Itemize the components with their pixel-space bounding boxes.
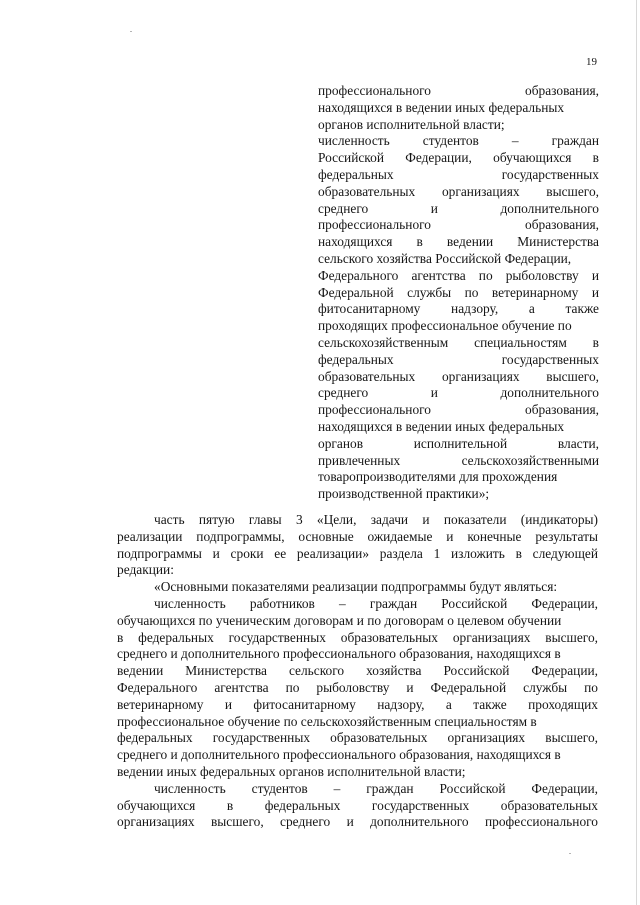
text-line: численность студентов – граждан xyxy=(318,133,599,149)
scan-speck xyxy=(130,31,132,32)
text-line: федеральных государственных образовательных организациях высшего, xyxy=(117,730,598,746)
text-line: подпрограммы и сроки ее реализации» раздела 1 изложить в следующей xyxy=(117,545,598,561)
text-line: в федеральных государственных образовательных организациях высшего, xyxy=(117,629,598,645)
text-line: федеральных государственных xyxy=(318,351,599,367)
text-line: органов исполнительной власти, xyxy=(318,435,599,451)
text-line: обучающихся по ученическим договорам и по договорам о целевом обучении xyxy=(117,612,562,628)
text-line: Федеральной службы по ветеринарному и xyxy=(318,284,599,300)
text-line: профессионального образования, xyxy=(318,217,599,233)
text-line: ветеринарному и фитосанитарному надзору, а также проходящих xyxy=(117,696,598,712)
text-line: находящихся в ведении иных федеральных xyxy=(318,418,565,434)
text-line: среднего и дополнительного профессионального образования, находящихся в xyxy=(117,646,561,662)
text-line: обучающихся в федеральных государственных образовательных xyxy=(117,797,598,813)
text-line: редакции: xyxy=(117,562,174,578)
text-line: образовательных организациях высшего, xyxy=(318,183,599,199)
text-line: товаропроизводителями для прохождения xyxy=(318,469,558,485)
text-line: часть пятую главы 3 «Цели, задачи и показатели (индикаторы) xyxy=(154,512,598,527)
text-line: профессионального образования, xyxy=(318,402,599,418)
text-line: находящихся в ведении Министерства xyxy=(318,234,599,250)
text-line: реализации подпрограммы, основные ожидаемые и конечные результаты xyxy=(117,528,598,544)
text-line: профессиональное обучение по сельскохозяйственным специальностям в xyxy=(117,713,537,729)
text-line: привлеченных сельскохозяйственными xyxy=(318,452,599,468)
text-line: численность студентов – граждан Российской Федерации, xyxy=(154,780,598,796)
text-line: профессионального образования, xyxy=(318,83,599,98)
scan-edge-line xyxy=(636,0,637,905)
text-line: сельскохозяйственным специальностям в xyxy=(318,334,599,350)
text-line: Федерального агентства по рыболовству и Федеральной службы по xyxy=(117,679,598,695)
text-line: организациях высшего, среднего и дополнительного профессионального xyxy=(117,814,598,830)
text-line: Российской Федерации, обучающихся в xyxy=(318,150,599,166)
right-column-text-block xyxy=(318,83,599,503)
text-line: «Основными показателями реализации подпрограммы будут являться: xyxy=(154,579,558,595)
text-line: ведении иных федеральных органов исполнительной власти; xyxy=(117,763,466,779)
page-number: 19 xyxy=(586,56,597,68)
text-line: среднего и дополнительного xyxy=(318,200,599,216)
text-line: образовательных организациях высшего, xyxy=(318,368,599,384)
text-line: Федерального агентства по рыболовству и xyxy=(318,267,599,283)
text-line: находящихся в ведении иных федеральных xyxy=(318,99,565,115)
text-line: органов исполнительной власти; xyxy=(318,116,505,132)
scan-speck xyxy=(569,853,571,854)
text-line: ведении Министерства сельского хозяйства Российской Федерации, xyxy=(117,663,598,679)
text-line: среднего и дополнительного xyxy=(318,385,599,401)
text-line: сельского хозяйства Российской Федерации, xyxy=(318,250,572,266)
text-line: проходящих профессиональное обучение по xyxy=(318,318,572,334)
text-line: численность работников – граждан Российской Федерации, xyxy=(154,595,598,611)
text-line: производственной практики»; xyxy=(318,486,490,502)
text-line: среднего и дополнительного профессионального образования, находящихся в xyxy=(117,747,561,763)
text-line: федеральных государственных xyxy=(318,166,599,182)
text-line: фитосанитарному надзору, а также xyxy=(318,301,599,317)
main-text-block xyxy=(117,512,598,831)
